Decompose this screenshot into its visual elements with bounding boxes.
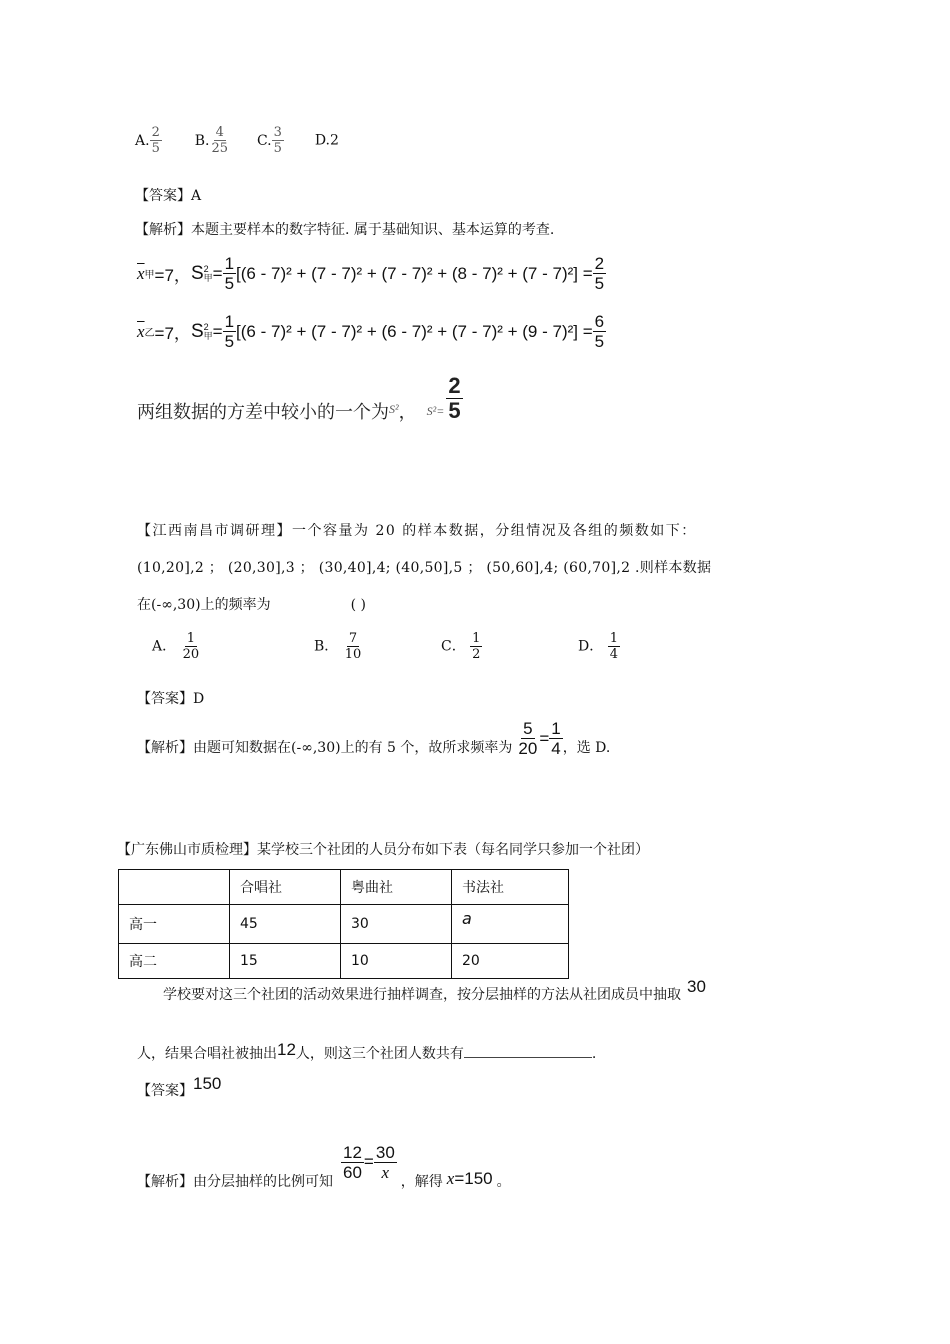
q1-analysis: 【解析】本题主要样本的数字特征. 属于基础知识、基本运算的考查.	[135, 222, 555, 238]
q2-stem-line-3: 在(-∞,30)上的频率为 ( )	[137, 597, 366, 613]
q2-option-b: B． $\frac{7}{10}$	[314, 631, 362, 662]
table-cell: 45	[230, 905, 341, 944]
q3-stem-intro: 【广东佛山市质检理】某学校三个社团的人员分布如下表（每名同学只参加一个社团）	[117, 842, 649, 858]
q1-option-a: A. $\frac{2}{5}$	[135, 125, 160, 156]
q3-stem-line-2: 学校要对这三个社团的活动效果进行抽样调查，按分层抽样的方法从社团成员中抽取 30	[163, 977, 706, 1003]
q1-line-2-one-fifth: $\frac{1}{5}$	[224, 312, 235, 351]
q3-stem-line-3: 人，结果合唱社被抽出12人，则这三个社团人数共有 .	[137, 1040, 597, 1062]
table-header-cell: 粤曲社	[341, 870, 452, 905]
q3-analysis-fraction-2: $\frac{30}{x}$	[375, 1142, 395, 1182]
q1-answer: 【答案】A	[135, 188, 202, 204]
q1-line-1-one-fifth: $\frac{1}{5}$	[224, 254, 235, 293]
q1-formula-line-1: $\overline{x}$ 甲 =7， S 2 甲 = $\frac{1}{5}$ [(6 - 7)² + (7 - 7)² + (7 - 7)² + (8 - 7)² + (7 - 7)²] = $\frac{2}{5}$	[137, 254, 605, 293]
table-row	[119, 944, 569, 979]
q1-conclusion: 两组数据的方差中较小的一个为 S² ， S²= $\frac{2}{5}$	[137, 372, 461, 423]
q1-line-1-result: $\frac{2}{5}$	[594, 254, 605, 293]
q1-option-b: B. $\frac{4}{25}$	[194, 125, 229, 156]
q2-stem-line-2: (10,20],2 ； (20,30],3 ； (30,40],4; (40,50],5 ； (50,60],4; (60,70],2 .则样本数据	[137, 560, 712, 576]
table-header-row	[119, 870, 569, 905]
q2-option-d: D． $\frac{1}{4}$	[578, 631, 618, 662]
q3-answer: 【答案】150	[137, 1074, 222, 1099]
q2-analysis-fraction-1: $\frac{5}{20}$	[518, 719, 538, 758]
table-cell: 15	[230, 944, 341, 979]
table-header-cell: 合唱社	[230, 870, 341, 905]
q2-analysis: 【解析】 由题可知数据在(-∞,30)上的有 5 个，故所求频率为 $\frac{5}{20}$ = $\frac{1}{4}$ ，选 D.	[137, 719, 611, 758]
q2-analysis-fraction-2: $\frac{1}{4}$	[551, 719, 561, 758]
q1-options	[135, 126, 339, 155]
q2-option-a: A． $\frac{1}{20}$	[152, 631, 200, 662]
q2-answer: 【答案】D	[137, 691, 205, 707]
table-cell: 10	[341, 944, 452, 979]
table-header-cell: 书法社	[452, 870, 569, 905]
q1-option-a-fraction: $\frac{2}{5}$	[151, 125, 160, 156]
q2-stem-line-1: 【江西南昌市调研理】一个容量为 20 的样本数据，分组情况及各组的频数如下：	[137, 523, 697, 539]
answer-blank	[464, 1043, 592, 1058]
q1-option-b-fraction: $\frac{4}{25}$	[211, 125, 229, 156]
table-cell: 30	[341, 905, 452, 944]
q1-formula-line-2: $\overline{x}$ 乙 =7， S 2 甲 = $\frac{1}{5}$ [(6 - 7)² + (7 - 7)² + (6 - 7)² + (7 - 7)² + (9 - 7)²] = $\frac{6}{5}$	[137, 312, 605, 351]
q3-analysis-fraction-1: $\frac{12}{60}$	[343, 1142, 362, 1182]
table-cell: 高一	[119, 905, 230, 944]
q1-line-2-result: $\frac{6}{5}$	[594, 312, 605, 351]
q1-option-c-fraction: $\frac{3}{5}$	[273, 125, 282, 156]
table-cell	[119, 870, 230, 905]
q2-option-c: C． $\frac{1}{2}$	[441, 631, 481, 662]
q3-analysis: 【解析】 由分层抽样的比例可知 $\frac{12}{60}$ = $\frac{30}{x}$ ，解得 x =150 。	[137, 1142, 511, 1190]
q1-conclusion-fraction: $\frac{2}{5}$	[448, 372, 461, 423]
q1-option-d: D.2	[314, 132, 339, 149]
club-distribution-table	[118, 869, 569, 979]
q1-option-c: C. $\frac{3}{5}$	[256, 125, 282, 156]
table-row	[119, 905, 569, 944]
table-cell: 20	[452, 944, 569, 979]
table-cell: 高二	[119, 944, 230, 979]
table-cell: a	[452, 905, 569, 944]
